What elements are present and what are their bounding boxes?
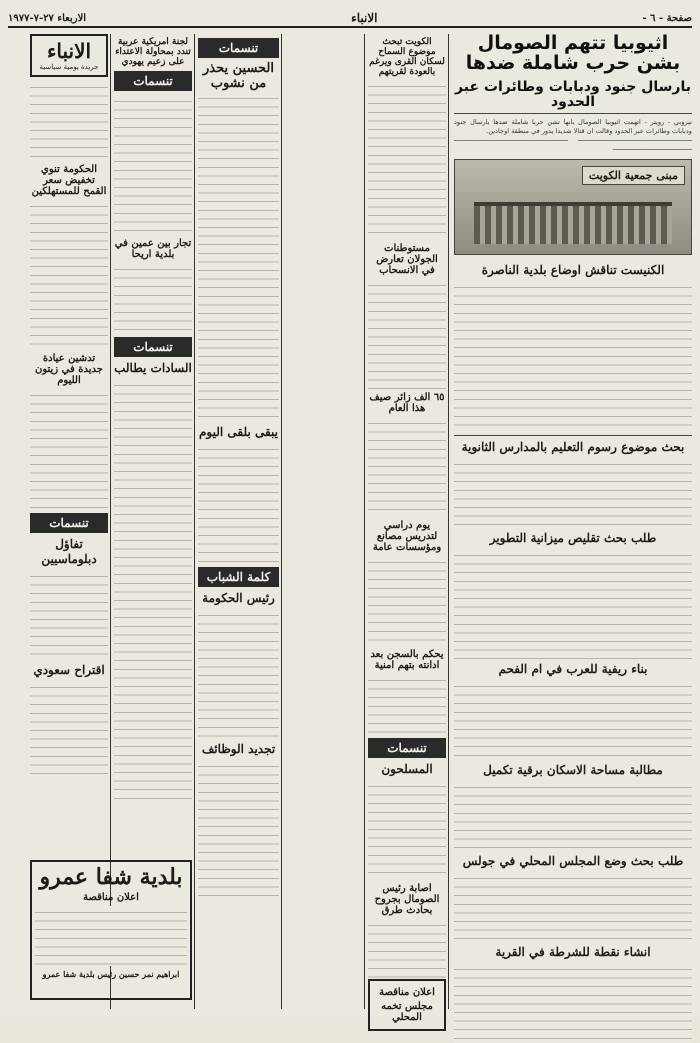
column-rule — [281, 34, 282, 1009]
logo-subtitle: جريدة يومية سياسية — [39, 63, 99, 71]
body-text-block — [454, 963, 692, 1043]
section-box-title: كلمة الشباب — [198, 567, 279, 587]
headline-saudi-proposal: اقتراح سعودي — [33, 663, 105, 678]
headline-jericho: تجار بين عمين في بلدية اريحا — [114, 238, 192, 260]
headline-stays: يبقى بلقى اليوم — [198, 424, 278, 439]
ad-title: بلدية شفا عمرو — [39, 864, 183, 890]
section-box-title: تنسمات — [198, 38, 279, 58]
headline-sadat: السادات يطالب — [114, 361, 192, 375]
shefa-amr-ad — [30, 860, 192, 1000]
headline-american-committee: لجنة امريكية عربية تندد بمحاولة الاعتداء على زعيم يهودي — [115, 37, 191, 67]
headline-study-day: يوم دراسي لتدريس مصانع ومؤسسات عامة — [372, 520, 442, 553]
body-text-block — [454, 458, 692, 528]
column-rule — [448, 34, 449, 1009]
headline-local-council: طلب بحث وضع المجلس المحلي في جولس — [462, 853, 684, 868]
main-headline: اثيوبيا تتهم الصومال بشن حرب شاملة ضدها — [465, 32, 681, 74]
section-box-title: تنسمات — [368, 738, 446, 758]
headline-somali-president: اصابة رئيس الصومال بجروح بحادث طرق — [374, 883, 440, 916]
body-text-block — [454, 872, 692, 942]
photo-caption: مبنى جمعية الكويت — [582, 166, 685, 185]
lead-paragraph: نيروبي - رويتر - اتهمت اثيوبيا الصومال بانها تشن حربا شاملة ضدها بارسال جنود ودبابات وطائرات عبر الحدود وقالت ان قتالا شديدا يدور في منطقة اوجادين. — [454, 118, 692, 135]
headline-education-fees: بحث موضوع رسوم التعليم بالمدارس الثانوية — [461, 439, 685, 454]
headline-clinic: تدشين عيادة جديدة في زيتون الليوم — [35, 353, 103, 387]
column-4 — [198, 34, 279, 1009]
headline-housing: مطالبة مساحة الاسكان برقية تكميل — [483, 762, 663, 777]
lead-story-section — [454, 34, 692, 1014]
headline-sentence: يحكم بالسجن بعد ادانته بتهم امنية — [370, 649, 444, 671]
column-5 — [114, 34, 192, 854]
newspaper-name: الانباء — [351, 11, 378, 25]
main-subhead: بارسال جنود ودبابات وطائرات عبر الحدود — [455, 78, 691, 110]
column-rule — [194, 34, 195, 1009]
building-photo — [454, 159, 692, 255]
headline-wheat-price: الحكومة تنوي تخفيض سعر القمح للمستهلكين — [31, 164, 107, 198]
ad-subtitle: اعلان مناقصة — [83, 892, 139, 904]
notice-body: مجلس تخمه المحلي — [381, 1001, 433, 1023]
body-text-block — [454, 781, 692, 851]
newspaper-logo — [30, 34, 108, 77]
section-box-title: تنسمات — [30, 513, 108, 533]
headline-umm-el-fahm: بناء ريفية للعرب في ام الفحم — [498, 661, 648, 676]
tender-notice — [368, 979, 446, 1031]
column-6 — [30, 34, 108, 854]
headline-golan: مستوطنات الجولان تعارض في الانسحاب — [376, 243, 438, 276]
building-shape — [474, 202, 672, 244]
section-box-title: تنسمات — [114, 71, 192, 91]
logo-mark: الانباء — [46, 39, 92, 63]
page-number: صفحة - ٦ - — [642, 12, 692, 24]
headline-villages: الكويت تبحث موضوع السماح لسكان القرى ويرغم بالعودة لقريتهم — [369, 37, 445, 77]
headline-police-station: انشاء نقطة للشرطة في القرية — [495, 944, 651, 959]
masthead — [8, 10, 692, 28]
headline-jobs: تجديد الوظائف — [201, 741, 276, 756]
headline-government-head: رئيس الحكومة — [202, 590, 275, 605]
column-3 — [368, 34, 446, 1023]
ad-signature: ابراهيم نمر حسين رئيس بلدية شفا عمرو — [42, 969, 180, 980]
headline-nazareth: الكنيست تناقش اوضاع بلدية الناصرة — [481, 262, 665, 277]
body-text: ـــــــــــــــــــــــــــــــــــــــــــــــــــــــــــ ـــــــــــــــــــــــــــــــــــــــــــــــــــــــــــ ـــــــــــــــــــــــــــــــــــــــــ — [454, 135, 692, 153]
body-text-block — [454, 281, 692, 431]
headline-development-budget: طلب بحث تقليص ميزانية التطوير — [489, 530, 657, 545]
section-box-title: تنسمات — [114, 337, 192, 357]
body-text-block — [454, 680, 692, 760]
body-text-block — [454, 549, 692, 659]
headline-diplomats: تفاؤل دبلوماسيين — [41, 537, 97, 567]
column-rule — [364, 34, 365, 1009]
headline-hussein: الحسين يحذر من نشوب — [202, 61, 275, 91]
box-subtitle: المسلحون — [381, 762, 433, 776]
notice-title: اعلان مناقصة — [379, 987, 435, 998]
headline-visitors: ٦٥ الف زائر صيف هذا العام — [369, 392, 445, 414]
issue-date: الاربعاء ٢٧-٧-١٩٧٧ — [8, 12, 87, 24]
